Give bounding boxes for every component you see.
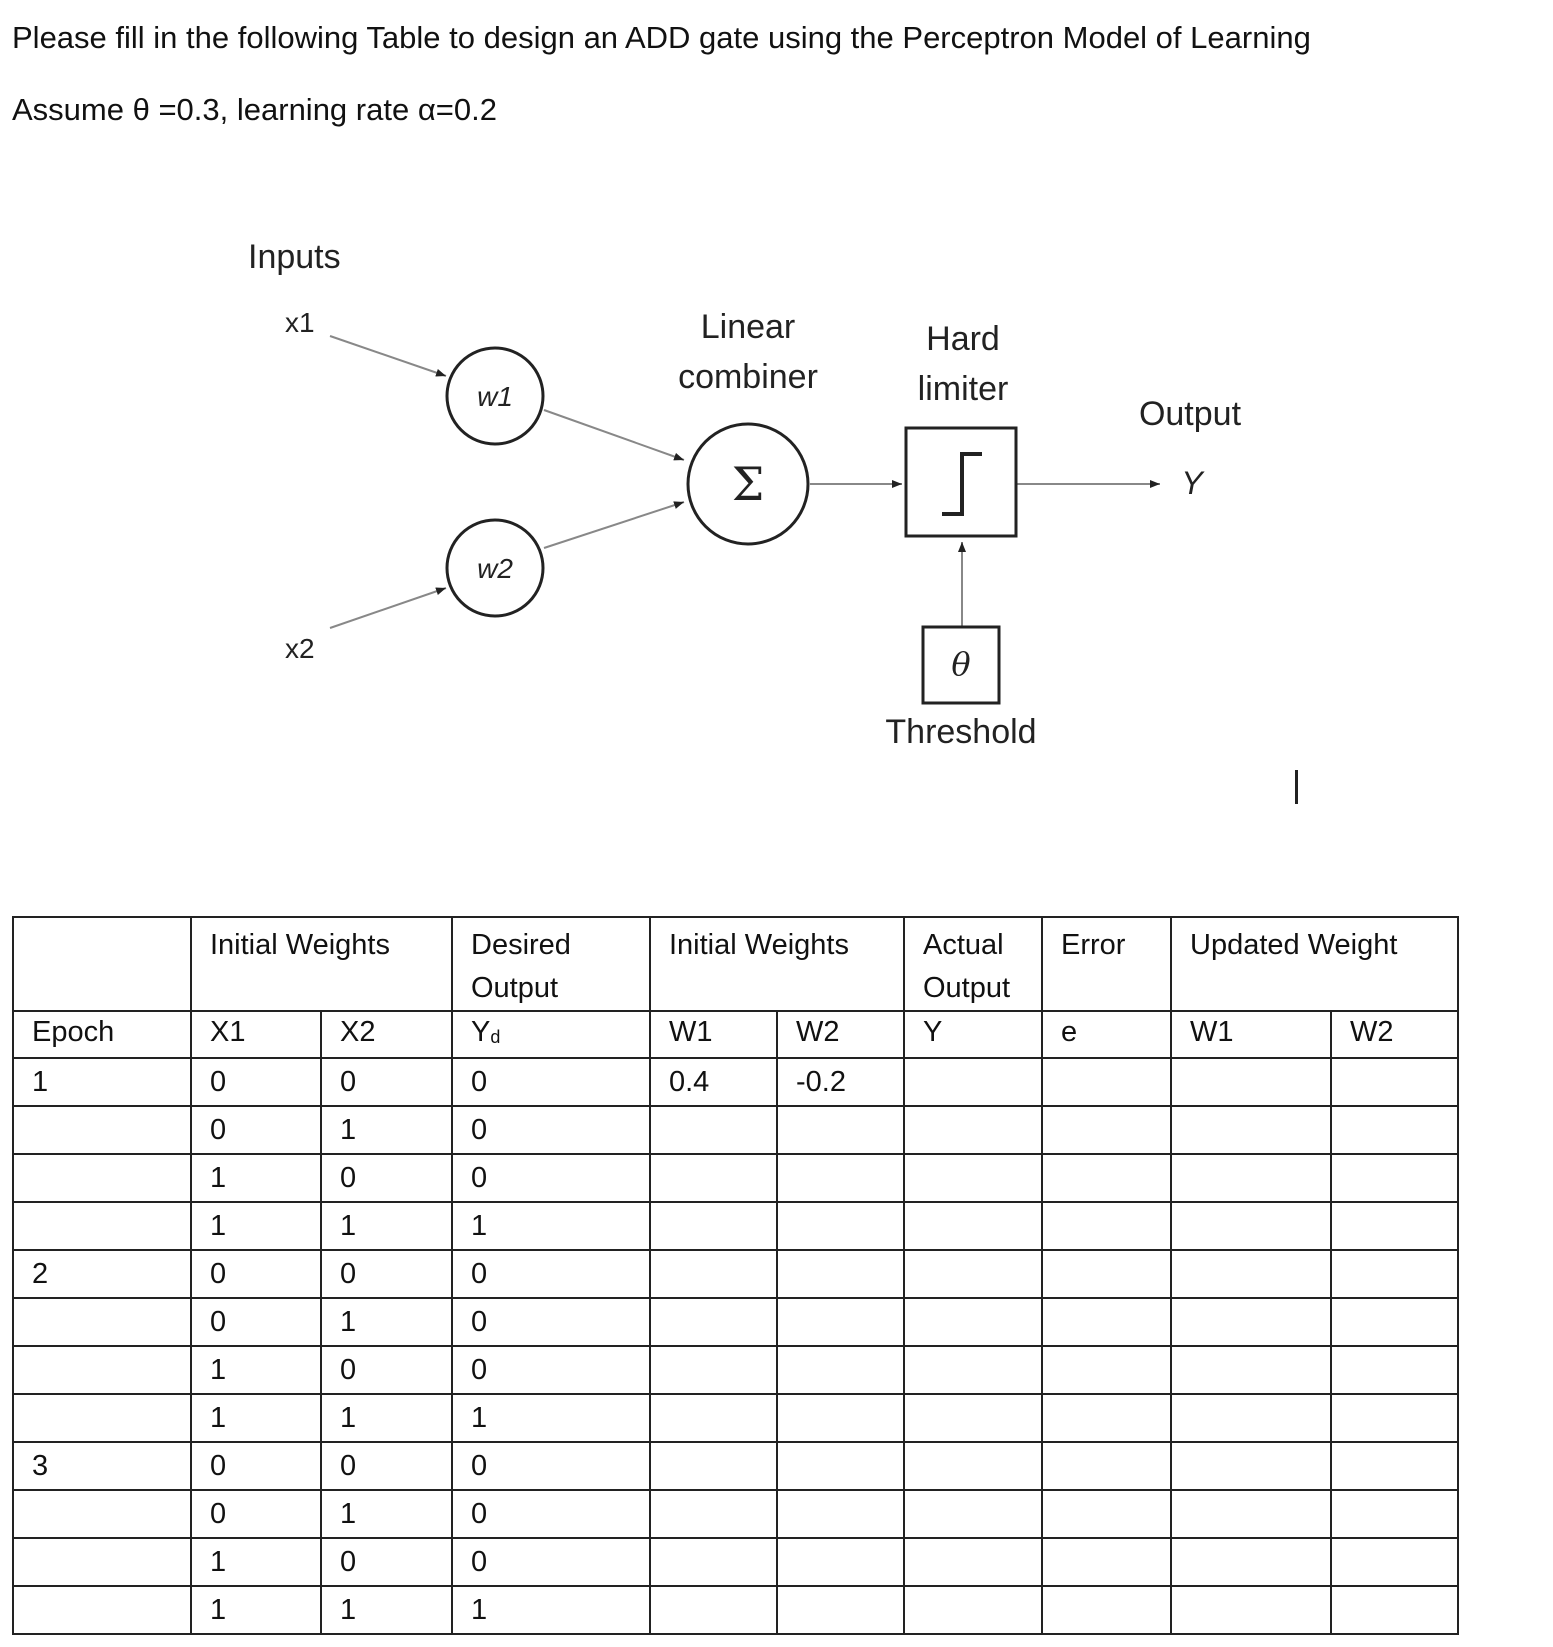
cell-yd[interactable]: 0 (452, 1490, 650, 1538)
cell-uw2[interactable] (1331, 1490, 1458, 1538)
header-initial-weights-inputs: Initial Weights (191, 917, 452, 1011)
cell-uw1[interactable] (1171, 1202, 1331, 1250)
cell-uw1[interactable] (1171, 1154, 1331, 1202)
cell-x1[interactable]: 0 (191, 1058, 321, 1106)
cell-x1[interactable]: 1 (191, 1346, 321, 1394)
cell-w2[interactable] (777, 1538, 904, 1586)
hard-limiter-line-1: Hard (926, 320, 1000, 358)
threshold-box (923, 627, 999, 703)
cell-x1[interactable]: 0 (191, 1250, 321, 1298)
header-initial-weights: Initial Weights (650, 917, 904, 1011)
cell-w2[interactable] (777, 1586, 904, 1634)
cell-uw1[interactable] (1171, 1250, 1331, 1298)
cell-y[interactable] (904, 1250, 1042, 1298)
cell-x1[interactable]: 0 (191, 1106, 321, 1154)
cell-e[interactable] (1042, 1394, 1171, 1442)
x1-to-w1-arrow (330, 336, 446, 376)
w2-label: w2 (477, 553, 513, 584)
cell-w1[interactable] (650, 1106, 777, 1154)
perceptron-training-table (12, 916, 1459, 1635)
cell-uw1[interactable] (1171, 1106, 1331, 1154)
cell-e[interactable] (1042, 1202, 1171, 1250)
w2-to-sum-arrow (544, 502, 684, 548)
header-desired-output-line-1: Desired (471, 929, 571, 961)
cell-w1[interactable] (650, 1298, 777, 1346)
cell-w1[interactable] (650, 1154, 777, 1202)
cell-yd[interactable]: 0 (452, 1154, 650, 1202)
cell-w1[interactable] (650, 1490, 777, 1538)
cell-w2[interactable] (777, 1490, 904, 1538)
w1-label: w1 (477, 381, 513, 412)
cell-yd[interactable]: 0 (452, 1346, 650, 1394)
cell-w1[interactable] (650, 1202, 777, 1250)
cell-uw1[interactable] (1171, 1058, 1331, 1106)
question-line-1: Please fill in the following Table to design an ADD gate using the Perceptron Model of Learning (12, 20, 1311, 55)
cell-y[interactable] (904, 1490, 1042, 1538)
cell-uw2[interactable] (1331, 1202, 1458, 1250)
cell-w1[interactable]: 0.4 (650, 1058, 777, 1106)
cell-x1[interactable]: 1 (191, 1538, 321, 1586)
cell-w2[interactable] (777, 1442, 904, 1490)
cell-epoch[interactable] (13, 1298, 191, 1346)
cell-epoch[interactable] (13, 1154, 191, 1202)
theta-label: θ (951, 645, 971, 683)
col-yd (452, 1011, 650, 1058)
cell-e[interactable] (1042, 1298, 1171, 1346)
table-row (13, 1346, 1458, 1394)
cell-yd[interactable]: 0 (452, 1058, 650, 1106)
cell-y[interactable] (904, 1538, 1042, 1586)
cell-uw1[interactable] (1171, 1490, 1331, 1538)
w1-node (447, 348, 543, 444)
table-row (13, 1442, 1458, 1490)
sigma-icon: Σ (731, 457, 765, 511)
cell-w1[interactable] (650, 1538, 777, 1586)
col-w1: W1 (650, 1011, 777, 1058)
header-error: Error (1042, 917, 1171, 1011)
cell-yd[interactable]: 1 (452, 1202, 650, 1250)
cell-uw2[interactable] (1331, 1154, 1458, 1202)
linear-combiner-line-2: combiner (678, 358, 818, 396)
perceptron-diagram (200, 220, 1320, 780)
cell-uw2[interactable] (1331, 1298, 1458, 1346)
header-desired-output (452, 917, 650, 1011)
hard-limiter-line-2: limiter (917, 370, 1009, 408)
cell-epoch[interactable]: 3 (13, 1442, 191, 1490)
cell-w1[interactable] (650, 1442, 777, 1490)
cell-uw1[interactable] (1171, 1442, 1331, 1490)
cell-uw1[interactable] (1171, 1346, 1331, 1394)
table-row (13, 1490, 1458, 1538)
cell-x2[interactable]: 1 (321, 1106, 452, 1154)
cell-yd[interactable]: 0 (452, 1538, 650, 1586)
header-actual-output-line-1: Actual (923, 929, 1004, 961)
w1-to-sum-arrow (544, 410, 684, 460)
hard-limiter-box (906, 428, 1016, 536)
cell-e[interactable] (1042, 1250, 1171, 1298)
cell-x1[interactable]: 0 (191, 1442, 321, 1490)
table-row (13, 1154, 1458, 1202)
cell-epoch[interactable]: 1 (13, 1058, 191, 1106)
cell-e[interactable] (1042, 1586, 1171, 1634)
table-row (13, 1250, 1458, 1298)
cell-y[interactable] (904, 1394, 1042, 1442)
col-yd-subscript: d (490, 1027, 501, 1047)
cell-e[interactable] (1042, 1154, 1171, 1202)
table-row (13, 1298, 1458, 1346)
cell-x1[interactable]: 0 (191, 1298, 321, 1346)
cell-epoch[interactable] (13, 1202, 191, 1250)
cell-x1[interactable]: 1 (191, 1394, 321, 1442)
x1-label: x1 (285, 307, 315, 338)
cell-yd[interactable]: 0 (452, 1298, 650, 1346)
text-cursor-mark (1295, 770, 1298, 804)
cell-yd[interactable]: 0 (452, 1442, 650, 1490)
table-column-header-row (13, 1011, 1458, 1058)
cell-w2[interactable] (777, 1154, 904, 1202)
cell-uw2[interactable] (1331, 1586, 1458, 1634)
cell-y[interactable] (904, 1442, 1042, 1490)
x2-label: x2 (285, 633, 315, 664)
cell-w2[interactable] (777, 1202, 904, 1250)
cell-y[interactable] (904, 1298, 1042, 1346)
cell-x2[interactable]: 1 (321, 1202, 452, 1250)
cell-epoch[interactable] (13, 1586, 191, 1634)
cell-x1[interactable]: 1 (191, 1202, 321, 1250)
cell-uw2[interactable] (1331, 1058, 1458, 1106)
output-label: Output (1138, 395, 1242, 433)
table-row (13, 1394, 1458, 1442)
cell-w2[interactable] (777, 1346, 904, 1394)
table-row (13, 1202, 1458, 1250)
cell-epoch[interactable] (13, 1490, 191, 1538)
cell-uw2[interactable] (1331, 1346, 1458, 1394)
cell-w1[interactable] (650, 1586, 777, 1634)
cell-x1[interactable]: 1 (191, 1586, 321, 1634)
cell-y[interactable] (904, 1346, 1042, 1394)
w2-node (447, 520, 543, 616)
col-x1: X1 (191, 1011, 321, 1058)
col-e: e (1042, 1011, 1171, 1058)
header-desired-output-line-2: Output (471, 972, 559, 1004)
col-x2: X2 (321, 1011, 452, 1058)
cell-uw2[interactable] (1331, 1538, 1458, 1586)
header-actual-output (904, 917, 1042, 1011)
col-updated-w2: W2 (1331, 1011, 1458, 1058)
cell-y[interactable] (904, 1106, 1042, 1154)
threshold-label: Threshold (885, 713, 1037, 751)
cell-x2[interactable]: 0 (321, 1250, 452, 1298)
header-empty-cell (13, 917, 191, 1011)
cell-e[interactable] (1042, 1490, 1171, 1538)
cell-w1[interactable] (650, 1394, 777, 1442)
cell-uw1[interactable] (1171, 1586, 1331, 1634)
cell-x2[interactable]: 0 (321, 1058, 452, 1106)
cell-epoch[interactable] (13, 1394, 191, 1442)
col-epoch: Epoch (13, 1011, 191, 1058)
cell-e[interactable] (1042, 1442, 1171, 1490)
cell-x2[interactable]: 0 (321, 1154, 452, 1202)
cell-w2[interactable] (777, 1298, 904, 1346)
col-updated-w1: W1 (1171, 1011, 1331, 1058)
col-w2: W2 (777, 1011, 904, 1058)
cell-yd[interactable]: 0 (452, 1106, 650, 1154)
cell-uw1[interactable] (1171, 1298, 1331, 1346)
table-group-header-row (13, 917, 1458, 1011)
cell-w2[interactable] (777, 1394, 904, 1442)
cell-e[interactable] (1042, 1106, 1171, 1154)
linear-combiner-line-1: Linear (700, 308, 796, 346)
cell-x2[interactable]: 1 (321, 1298, 452, 1346)
col-y: Y (904, 1011, 1042, 1058)
cell-y[interactable] (904, 1202, 1042, 1250)
cell-x2[interactable]: 0 (321, 1346, 452, 1394)
cell-uw1[interactable] (1171, 1538, 1331, 1586)
cell-x2[interactable]: 1 (321, 1490, 452, 1538)
table-row (13, 1106, 1458, 1154)
header-actual-output-line-2: Output (923, 972, 1011, 1004)
col-yd-main: Y (471, 1016, 491, 1048)
cell-epoch[interactable] (13, 1538, 191, 1586)
cell-w2[interactable]: -0.2 (777, 1058, 904, 1106)
cell-x2[interactable]: 0 (321, 1442, 452, 1490)
cell-x1[interactable]: 1 (191, 1154, 321, 1202)
cell-x1[interactable]: 0 (191, 1490, 321, 1538)
cell-epoch[interactable] (13, 1106, 191, 1154)
cell-yd[interactable]: 1 (452, 1394, 650, 1442)
table-row (13, 1586, 1458, 1634)
cell-epoch[interactable]: 2 (13, 1250, 191, 1298)
cell-x2[interactable]: 0 (321, 1538, 452, 1586)
x2-to-w2-arrow (330, 588, 446, 628)
table-row (13, 1538, 1458, 1586)
linear-combiner-node (688, 424, 808, 544)
cell-w2[interactable] (777, 1106, 904, 1154)
cell-e[interactable] (1042, 1538, 1171, 1586)
cell-uw1[interactable] (1171, 1394, 1331, 1442)
inputs-label: Inputs (248, 238, 341, 276)
cell-yd[interactable]: 0 (452, 1250, 650, 1298)
question-line-2: Assume θ =0.3, learning rate α=0.2 (12, 92, 497, 127)
cell-x2[interactable]: 1 (321, 1586, 452, 1634)
cell-e[interactable] (1042, 1346, 1171, 1394)
table-row (13, 1058, 1458, 1106)
cell-x2[interactable]: 1 (321, 1394, 452, 1442)
cell-uw2[interactable] (1331, 1394, 1458, 1442)
cell-w1[interactable] (650, 1250, 777, 1298)
cell-uw2[interactable] (1331, 1442, 1458, 1490)
cell-uw2[interactable] (1331, 1250, 1458, 1298)
cell-yd[interactable]: 1 (452, 1586, 650, 1634)
cell-uw2[interactable] (1331, 1106, 1458, 1154)
cell-w1[interactable] (650, 1346, 777, 1394)
cell-epoch[interactable] (13, 1346, 191, 1394)
cell-y[interactable] (904, 1058, 1042, 1106)
output-y-label: Y (1181, 465, 1203, 501)
cell-w2[interactable] (777, 1250, 904, 1298)
cell-y[interactable] (904, 1586, 1042, 1634)
header-updated-weight: Updated Weight (1171, 917, 1458, 1011)
cell-y[interactable] (904, 1154, 1042, 1202)
cell-e[interactable] (1042, 1058, 1171, 1106)
